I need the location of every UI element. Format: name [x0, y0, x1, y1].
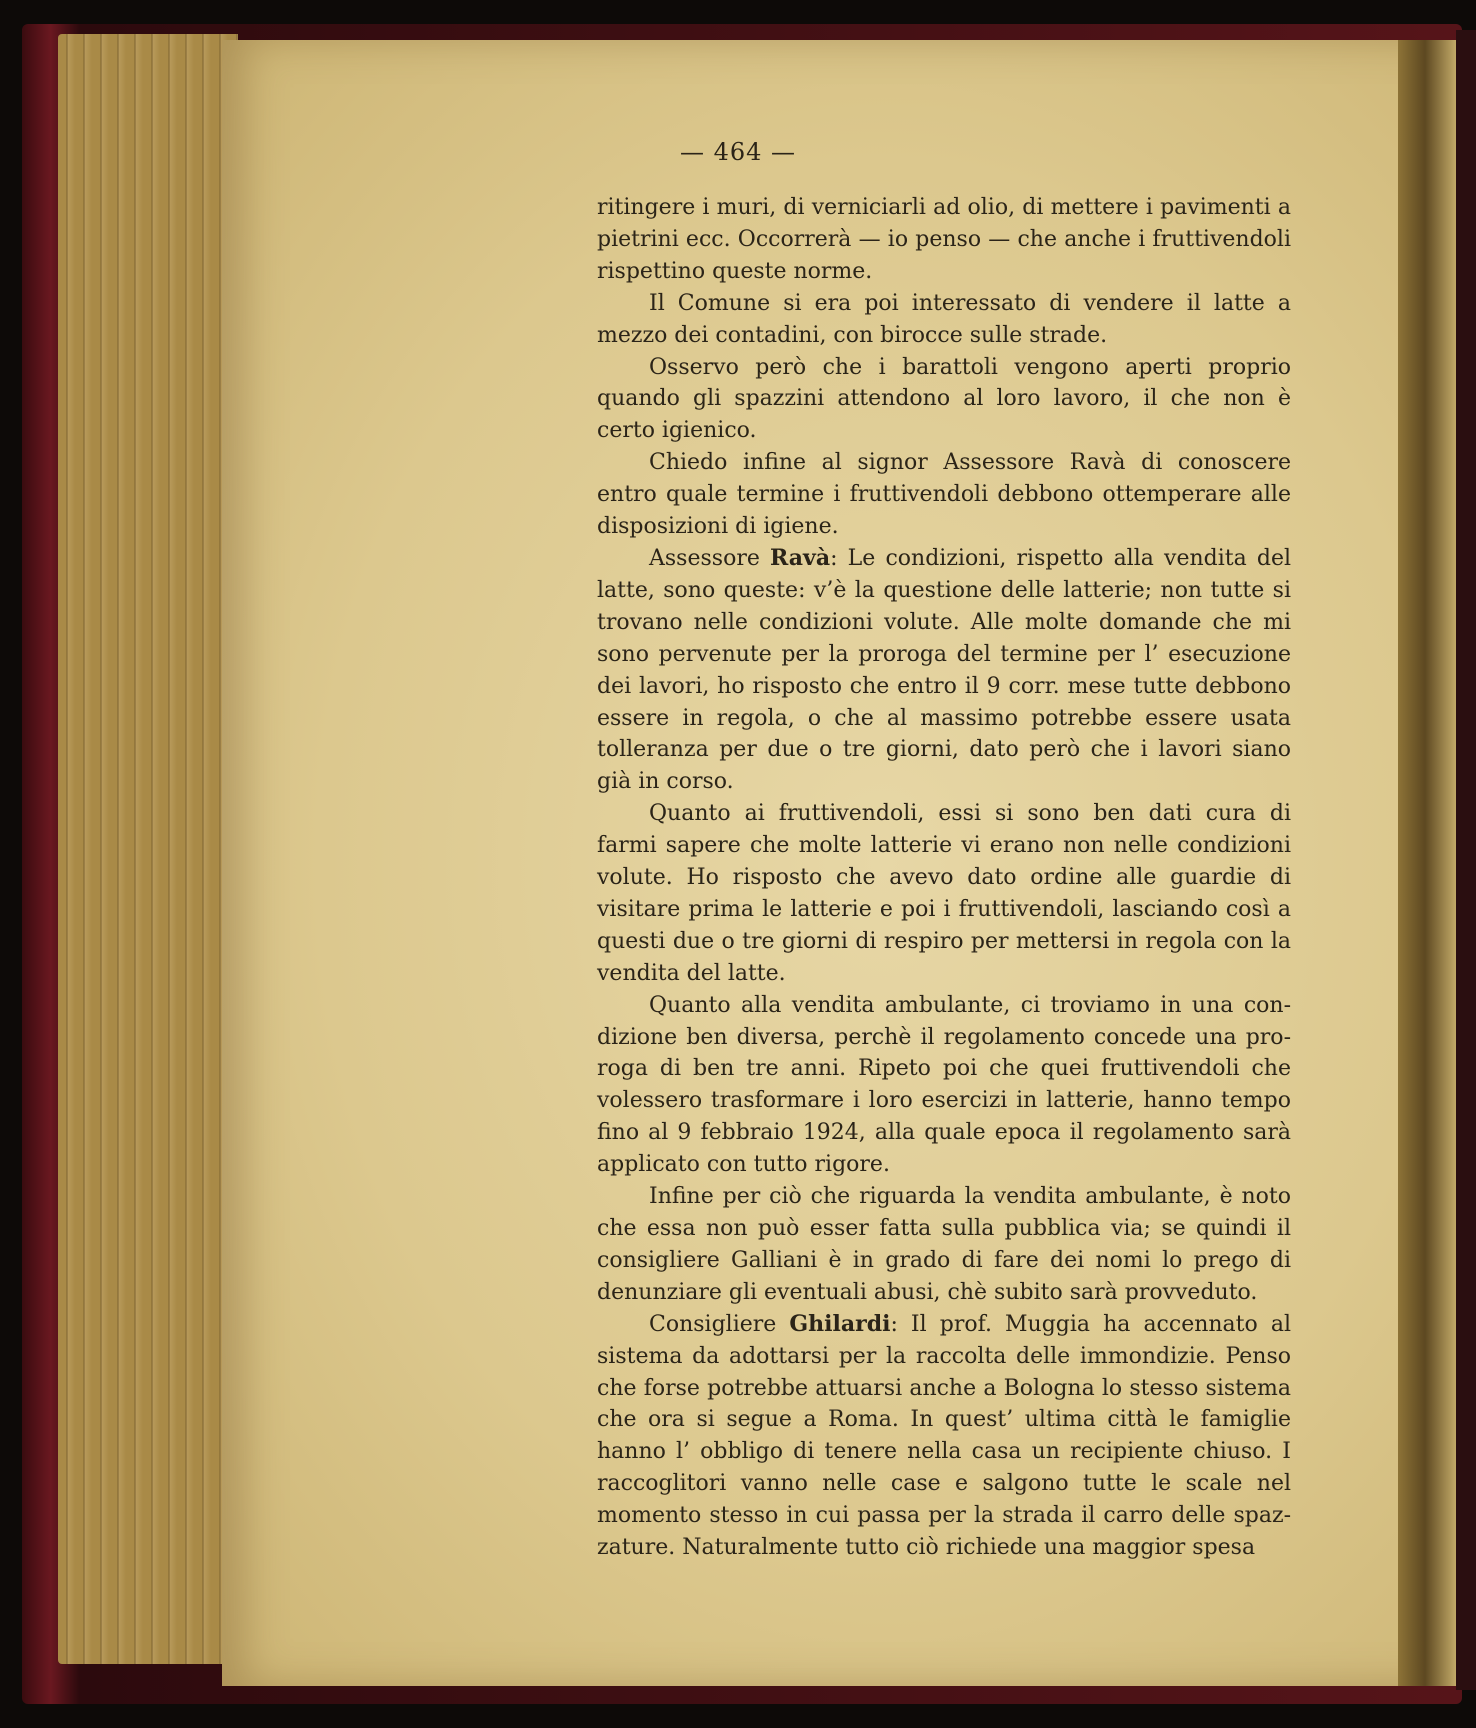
page-number: — 464 —	[679, 138, 797, 166]
paragraph-text: : Le condizioni, rispetto alla vendita del latte, sono queste: v’è la questione delle latterie; non tutte si trovano nelle condizioni volute. Alle molte domande che mi sono pervenute per la proroga del termine per l’ esecuzione dei lavori, ho risposto che entro il 9 corr. mese tutte debbono essere in regola, o che al massimo potrebbe essere usata tolleranza per due o tre giorni, dato però che i lavori siano già in corso.	[597, 545, 1292, 795]
speaker-name: Ravà	[770, 544, 831, 571]
page-edges	[58, 34, 238, 1664]
speaker-role: Consigliere	[649, 1311, 790, 1337]
paragraph	[597, 990, 1291, 1181]
paragraph-text: Osservo però che i barattoli vengono aperti proprio quando gli spazzini attendono al loro lavoro, il che non è certo igienico.	[597, 354, 1291, 444]
speaker-paragraph	[597, 543, 1291, 798]
paragraph-text: Chiedo infine al signor Assessore Ravà di conoscere entro quale termine i fruttivendoli debbono ottemperare alle disposizioni di igiene.	[597, 450, 1291, 540]
paragraph	[597, 447, 1291, 543]
speaker-role: Assessore	[649, 545, 771, 571]
paragraph	[597, 798, 1291, 989]
paragraph	[597, 288, 1291, 352]
paragraph	[597, 1181, 1291, 1309]
paragraph-text: Infine per ciò che riguarda la vendita ambulante, è noto che essa non può esser fatta sulla pubblica via; se quindi il consigliere Galliani è in grado di fare dei nomi lo prego di denunziare gli eventuali abusi, chè subito sarà provveduto.	[597, 1184, 1291, 1305]
speaker-name: Ghilardi	[789, 1310, 891, 1337]
paragraph	[597, 352, 1291, 448]
body-text	[597, 192, 1291, 1564]
speaker-paragraph	[597, 1309, 1291, 1564]
book-gutter	[1398, 40, 1458, 1686]
paragraph-text: Quanto alla vendita ambulante, ci troviamo in una condizione ben diversa, perchè il regolamento concede una proroga di ben tre anni. Ripeto poi che quei fruttivendoli che volessero trasformare i loro esercizi in latterie, hanno tempo fino al 9 febbraio 1924, alla quale epoca il regolamento sarà applicato con tutto rigore.	[597, 992, 1291, 1178]
facing-page-edge	[1456, 30, 1476, 1690]
paragraph-text: Quanto ai fruttivendoli, essi si sono ben dati cura di farmi sapere che molte latterie vi erano non nelle condizioni volute. Ho risposto che avevo dato ordine alle guardie di visitare prima le latterie e poi i fruttivendoli, lasciando così a questi due o tre giorni di respiro per mettersi in regola con la vendita del latte.	[597, 801, 1291, 986]
paragraph-text: Il Comune si era poi interessato di vendere il latte a mezzo dei contadini, con birocce sulle strade.	[597, 290, 1291, 348]
paragraph-text: ritingere i muri, di verniciarli ad olio, di mettere i pavimenti a pietrini ecc. Occorrerà — io penso — che anche i fruttivendoli rispettino queste norme.	[597, 195, 1291, 284]
paragraph-text: : Il prof. Muggia ha accennato al sistema da adottarsi per la raccolta delle immondizie. Penso che forse potrebbe attuarsi anche a Bologna lo stesso sistema che ora si segue a Roma. In quest’ ultima città le famiglie hanno l’ obbligo di tenere nella casa un recipiente chiuso. I raccoglitori vanno nelle case e salgono tutte le scale nel momento stesso in cui passa per la strada il carro delle spazzature. Naturalmente tutto ciò richiede una maggior spesa	[597, 1311, 1291, 1561]
paragraph	[597, 192, 1291, 288]
